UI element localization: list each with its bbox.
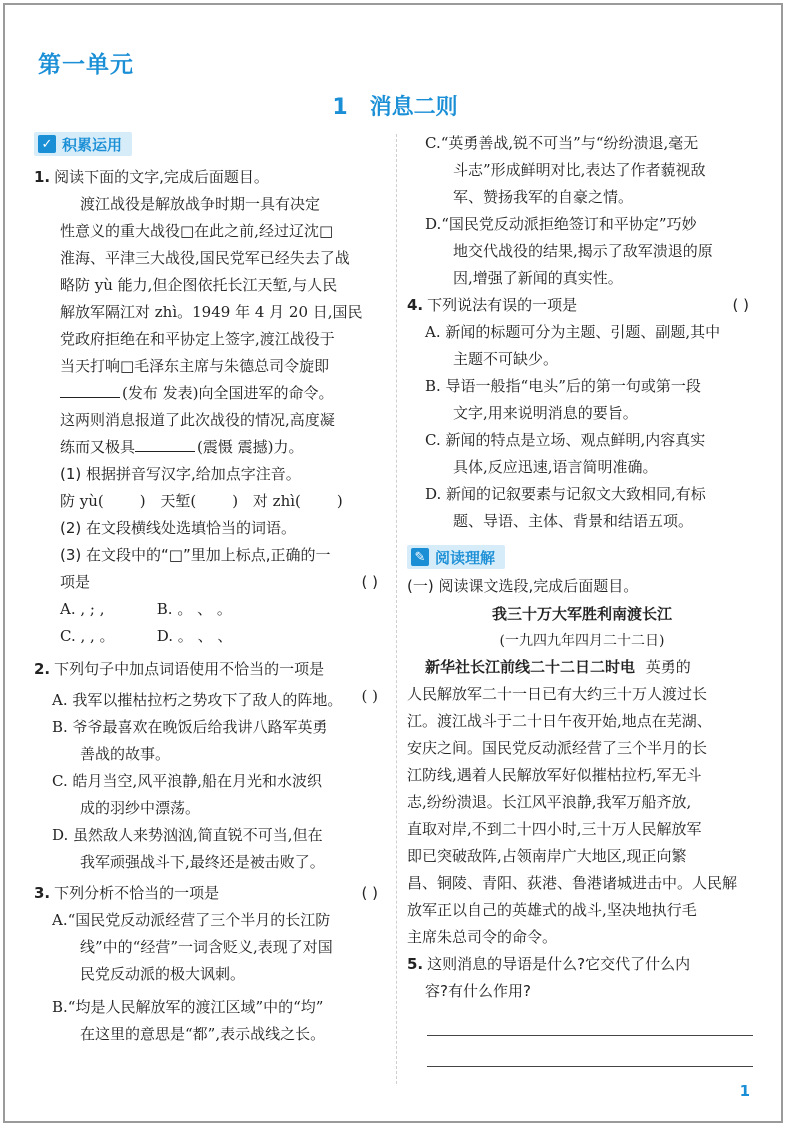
section-header-reading bbox=[407, 545, 505, 569]
sub-question-1: (1) 根据拼音写汉字,给加点字注音。 bbox=[60, 465, 301, 483]
passage-line: 略防 yù 能力,但企图依托长江天堑,与人民 bbox=[60, 276, 338, 294]
answer-line[interactable] bbox=[427, 1036, 753, 1067]
answer-paren[interactable]: ( ) bbox=[732, 296, 749, 314]
option-a[interactable]: A. 新闻的标题可分为主题、引题、副题,其中 bbox=[425, 323, 721, 341]
lesson-title bbox=[0, 90, 790, 121]
fill-blank[interactable] bbox=[135, 437, 195, 452]
option-c[interactable]: C. , , 。 bbox=[60, 627, 115, 645]
option-a[interactable]: A. 我军以摧枯拉朽之势攻下了敌人的阵地。 bbox=[52, 691, 343, 709]
news-dateline: 新华社长江前线二十二日二时电 bbox=[425, 658, 636, 676]
question-5-cont: 容?有什么作用? bbox=[425, 982, 531, 1000]
option-b[interactable]: B.“均是人民解放军的渡江区域”中的“均” bbox=[52, 998, 324, 1016]
option-a-cont: 主题不可缺少。 bbox=[453, 350, 559, 368]
option-a[interactable]: A. , ; , bbox=[60, 600, 105, 618]
option-b[interactable]: B. 爷爷最喜欢在晚饭后给我讲八路军英勇 bbox=[52, 718, 328, 736]
section-header-practice bbox=[34, 132, 132, 156]
option-a[interactable]: A.“国民党反动派经营了三个半月的长江防 bbox=[52, 911, 331, 929]
passage-line: 练而又极具 (震慑 震撼)力。 bbox=[60, 438, 304, 456]
answer-paren[interactable]: ( ) bbox=[361, 884, 378, 902]
news-line: 江防线,遇着人民解放军好似摧枯拉朽,军无斗 bbox=[407, 766, 702, 784]
option-b-cont: 善战的故事。 bbox=[80, 745, 171, 763]
lesson-name: 消息二则 bbox=[369, 95, 458, 120]
reading-intro: (一) 阅读课文选段,完成后面题目。 bbox=[407, 577, 639, 595]
news-line: 昌、铜陵、青阳、荻港、鲁港诸城进击中。人民解 bbox=[407, 874, 738, 892]
option-d-cont: 我军顽强战斗下,最终还是被击败了。 bbox=[80, 853, 325, 871]
news-line: 主席朱总司令的命令。 bbox=[407, 928, 558, 946]
news-line: 江。渡江战斗于二十日午夜开始,地点在芜湖、 bbox=[407, 712, 712, 730]
question-4: 4. 下列说法有误的一项是 ( ) bbox=[407, 292, 757, 319]
question-3-options-left bbox=[34, 907, 386, 1048]
checkbox-pencil-icon: ✓ bbox=[38, 135, 56, 153]
option-d[interactable]: D. 新闻的记叙要素与记叙文大致相同,有标 bbox=[425, 485, 706, 503]
section-label: 积累运用 bbox=[62, 135, 123, 154]
option-c[interactable]: C.“英勇善战,锐不可当”与“纷纷溃退,毫无 bbox=[425, 134, 699, 152]
option-c[interactable]: C. 新闻的特点是立场、观点鲜明,内容真实 bbox=[425, 431, 706, 449]
passage-line: (发布 发表)向全国进军的命令。 bbox=[34, 380, 386, 407]
sub-question-2: (2) 在文段横线处选填恰当的词语。 bbox=[60, 519, 297, 537]
question-3: 3. 下列分析不恰当的一项是 ( ) bbox=[34, 880, 386, 907]
option-b-cont: 文字,用来说明消息的要旨。 bbox=[453, 404, 638, 422]
passage-line: 渡江战役是解放战争时期一具有决定 bbox=[80, 195, 321, 213]
column-divider bbox=[396, 134, 397, 1084]
passage bbox=[34, 191, 386, 461]
option-b-cont: 在这里的意思是“都”,表示战线之长。 bbox=[80, 1025, 326, 1043]
passage-line: 解放军隔江对 zhì。1949 年 4 月 20 日,国民 bbox=[60, 303, 363, 321]
option-b[interactable]: B. 。 、 。 bbox=[156, 600, 232, 618]
fill-blank[interactable] bbox=[60, 383, 120, 398]
news-line: 安庆之间。国民党反动派经营了三个半月的长 bbox=[407, 739, 708, 757]
sub-question-1-blanks: 防 yù( ) 天堑( ) 对 zhì( ) bbox=[60, 492, 343, 510]
news-line: 志,纷纷溃退。长江风平浪静,我军万船齐放, bbox=[407, 793, 692, 811]
question-4-options bbox=[407, 319, 757, 535]
question-2: 2. 下列句子中加点词语使用不恰当的一项是 bbox=[34, 660, 325, 678]
option-d[interactable]: D.“国民党反动派拒绝签订和平协定”巧妙 bbox=[425, 215, 697, 233]
options-row bbox=[34, 623, 386, 650]
passage-line: 党政府拒绝在和平协定上签字,渡江战役于 bbox=[60, 330, 335, 348]
option-d-cont: 地交代战役的结果,揭示了敌军溃退的原 bbox=[453, 242, 713, 260]
option-c[interactable]: C. 皓月当空,风平浪静,船在月光和水波织 bbox=[52, 772, 323, 790]
option-d[interactable]: D. 。 、 、 bbox=[156, 627, 233, 645]
sub-question-3-cont: 项是 ( ) bbox=[34, 569, 386, 596]
option-d-cont: 因,增强了新闻的真实性。 bbox=[453, 269, 623, 287]
option-c-cont: 斗志”形成鲜明对比,表达了作者藐视敌 bbox=[453, 161, 706, 179]
sub-question-3: (3) 在文段中的“□”里加上标点,正确的一 bbox=[60, 546, 331, 564]
page-number: 1 bbox=[739, 1082, 750, 1100]
news-line: 新华社长江前线二十二日二时电 英勇的 bbox=[425, 658, 691, 676]
answer-line[interactable] bbox=[427, 1005, 753, 1036]
passage-line: 淮海、平津三大战役,国民党军已经失去了战 bbox=[60, 249, 350, 267]
section-label: 阅读理解 bbox=[435, 548, 496, 567]
option-c-cont: 成的羽纱中漂荡。 bbox=[80, 799, 201, 817]
option-c-cont: 具体,反应迅速,语言简明准确。 bbox=[453, 458, 658, 476]
question-1: 1. 阅读下面的文字,完成后面题目。 bbox=[34, 168, 269, 186]
answer-paren[interactable]: ( ) bbox=[361, 687, 378, 705]
news-line: 人民解放军二十一日已有大约三十万人渡过长 bbox=[407, 685, 708, 703]
left-column bbox=[34, 132, 386, 1048]
passage-line: 这两则消息报道了此次战役的情况,高度凝 bbox=[60, 411, 335, 429]
option-a-cont: 民党反动派的极大讽刺。 bbox=[80, 965, 246, 983]
option-d-cont: 题、导语、主体、背景和结语五项。 bbox=[453, 512, 694, 530]
question-2-options bbox=[34, 687, 386, 876]
passage-line: 性意义的重大战役□在此之前,经过辽沈□ bbox=[60, 222, 334, 240]
right-column bbox=[407, 130, 757, 1067]
news-date: (一九四九年四月二十二日) bbox=[499, 633, 665, 649]
news-line: 放军正以自己的英雄式的战斗,坚决地执行毛 bbox=[407, 901, 697, 919]
news-line: 直取对岸,不到二十四小时,三十万人民解放军 bbox=[407, 820, 702, 838]
option-d[interactable]: D. 虽然敌人来势汹汹,简直锐不可当,但在 bbox=[52, 826, 323, 844]
news-line: 即已突破敌阵,占领南岸广大地区,现正向繁 bbox=[407, 847, 687, 865]
unit-title: 第一单元 bbox=[38, 52, 134, 78]
passage-line: 当天打响□毛泽东主席与朱德总司令旋即 bbox=[60, 357, 330, 375]
lesson-number: 1 bbox=[332, 95, 348, 120]
option-c-cont: 军、赞扬我军的自豪之情。 bbox=[453, 188, 634, 206]
question-5: 5. 这则消息的导语是什么?它交代了什么内 bbox=[407, 955, 691, 973]
answer-paren[interactable]: ( ) bbox=[361, 573, 378, 591]
options-row bbox=[34, 596, 386, 623]
option-a-cont: 线”中的“经营”一词含贬义,表现了对国 bbox=[80, 938, 333, 956]
news-title: 我三十万大军胜利南渡长江 bbox=[491, 605, 672, 623]
pencil-edit-icon: ✎ bbox=[411, 548, 429, 566]
option-b[interactable]: B. 导语一般指“电头”后的第一句或第一段 bbox=[425, 377, 701, 395]
